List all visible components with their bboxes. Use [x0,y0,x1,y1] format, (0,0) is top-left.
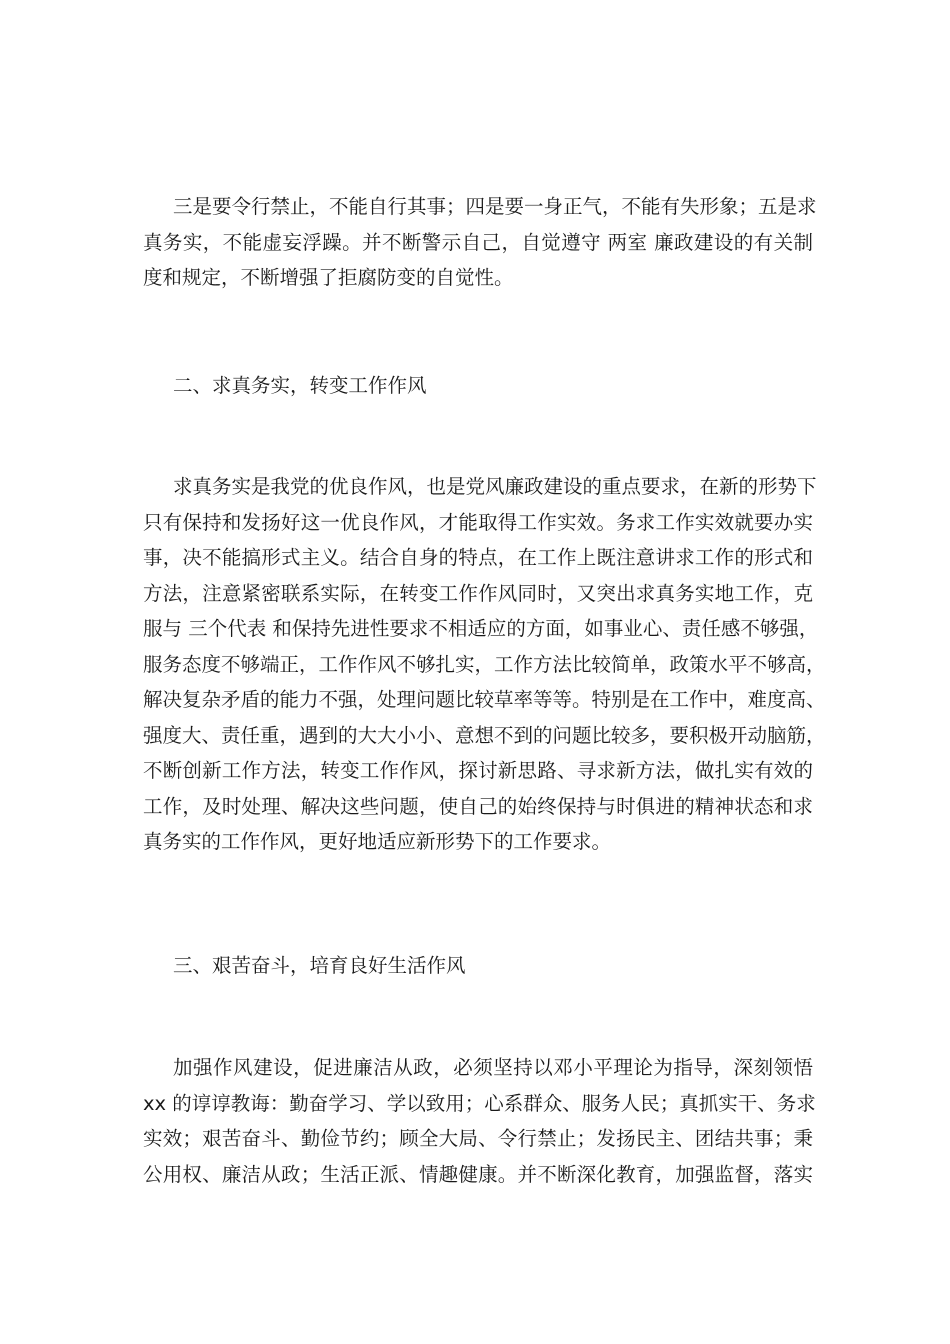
paragraph-line: 方法，注意紧密联系实际，在转变工作作风同时，又突出求真务实地工作，克 [143,581,813,605]
section-heading-3: 三、艰苦奋斗，培育良好生活作风 [173,954,466,977]
section-heading-2: 二、求真务实，转变工作作风 [173,374,427,397]
paragraph-line: 解决复杂矛盾的能力不强，处理问题比较草率等等。特别是在工作中，难度高、 [143,688,826,711]
paragraph-line: 事，决不能搞形式主义。结合自身的特点，在工作上既注意讲求工作的形式和 [143,546,813,569]
paragraph-2 [143,469,826,860]
paragraph-line: 加强作风建设，促进廉洁从政，必须坚持以邓小平理论为指导，深刻领悟 [173,1056,813,1079]
paragraph-line: 服务态度不够端正，工作作风不够扎实，工作方法比较简单，政策水平不够高， [143,652,826,676]
paragraph-line: 只有保持和发扬好这一优良作风，才能取得工作实效。务求工作实效就要办实 [143,510,813,534]
paragraph-line: 强度大、责任重，遇到的大大小小、意想不到的问题比较多，要积极开动脑筋， [143,723,826,747]
paragraph-line: 不断创新工作方法，转变工作作风，探讨新思路、寻求新方法，做扎实有效的 [143,759,813,782]
paragraph-line: 实效；艰苦奋斗、勤俭节约；顾全大局、令行禁止；发扬民主、团结共事；秉 [143,1127,813,1150]
paragraph-line: 求真务实是我党的优良作风，也是党风廉政建设的重点要求，在新的形势下 [173,475,817,498]
paragraph-3 [143,1050,816,1192]
paragraph-line: 真务实的工作作风，更好地适应新形势下的工作要求。 [143,830,612,853]
paragraph-line: 服与 三个代表 和保持先进性要求不相适应的方面，如事业心、责任感不够强， [143,617,819,640]
paragraph-line: 工作，及时处理、解决这些问题，使自己的始终保持与时俱进的精神状态和求 [143,794,813,818]
paragraph-1 [143,189,817,296]
paragraph-line: 度和规定，不断增强了拒腐防变的自觉性。 [143,266,514,289]
paragraph-line: 真务实，不能虚妄浮躁。并不断警示自己，自觉遵守 两室 廉政建设的有关制 [143,230,813,254]
paragraph-line: 三是要令行禁止，不能自行其事；四是要一身正气，不能有失形象；五是求 [173,195,817,218]
paragraph-line: xx 的谆谆教诲：勤奋学习、学以致用；心系群众、服务人民；真抓实干、务求 [143,1091,816,1115]
paragraph-line: 公用权、廉洁从政；生活正派、情趣健康。并不断深化教育，加强监督，落实 [143,1162,813,1186]
